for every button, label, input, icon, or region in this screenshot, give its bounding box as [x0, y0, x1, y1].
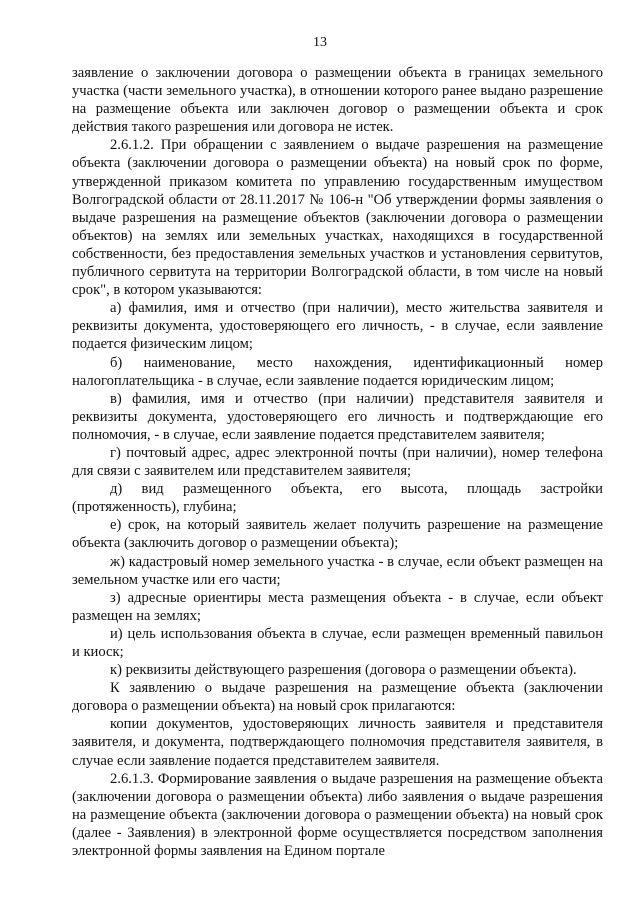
paragraph-continuation: заявление о заключении договора о размещении объекта в границах земельного участка (части земельного участка), в отношении которого ранее выдано разрешение на размещение объекта или заключен договор о размещении объекта и срок действия такого разрешения или договора не истек. [72, 65, 603, 136]
page-number: 13 [313, 35, 327, 50]
list-item-b: б) наименование, место нахождения, идентификационный номер налогоплательщика - в случае, если заявление подается юридическим лицом; [72, 354, 603, 389]
attachments-item: копии документов, удостоверяющих личность заявителя и представителя заявителя, и документа, подтверждающего полномочия представителя заявителя, в случае если заявление подается представителем заявителя. [72, 716, 603, 769]
document-body [72, 64, 603, 860]
list-item-i: и) цель использования объекта в случае, если размещен временный павильон и киоск; [72, 625, 603, 660]
attachments-intro: К заявлению о выдаче разрешения на размещение объекта (заключении договора о размещении объекта) на новый срок прилагаются: [72, 680, 603, 715]
list-item-zh: ж) кадастровый номер земельного участка - в случае, если объект размещен на земельном участке или его части; [72, 553, 603, 588]
list-item-a: а) фамилия, имя и отчество (при наличии), место жительства заявителя и реквизиты документа, удостоверяющего его личность, - в случае, если заявление подается физическим лицом; [72, 300, 603, 353]
paragraph-2-6-1-3: 2.6.1.3. Формирование заявления о выдаче разрешения на размещение объекта (заключении договора о размещении объекта) либо заявления о выдаче разрешения на размещение объекта (заключении договора о размещении объекта) на новый срок (далее - Заявления) в электронной форме осуществляется посредством заполнения электронной формы заявления на Едином портале [72, 770, 603, 860]
list-item-d: д) вид размещенного объекта, его высота, площадь застройки (протяженность), глубина; [72, 481, 603, 516]
list-item-v: в) фамилия, имя и отчество (при наличии) представителя заявителя и реквизиты документа, удостоверяющего его личность и подтверждающие его полномочия, - в случае, если заявление подается представителем заявителя; [72, 390, 603, 443]
list-item-g: г) почтовый адрес, адрес электронной почты (при наличии), номер телефона для связи с заявителем или представителем заявителя; [72, 444, 603, 480]
list-item-e: е) срок, на который заявитель желает получить разрешение на размещение объекта (заключить договор о размещении объекта); [72, 517, 603, 552]
list-item-z: з) адресные ориентиры места размещения объекта - в случае, если объект размещен на землях; [72, 589, 603, 624]
paragraph-2-6-1-2: 2.6.1.2. При обращении с заявлением о выдаче разрешения на размещение объекта (заключении договора о размещении объекта) на новый срок по форме, утвержденной приказом комитета по управлению государственным имуществом Волгоградской области от 28.11.2017 № 106-н "Об утверждении формы заявления о выдаче разрешения на размещение объектов (заключении договора о размещении объектов) на землях или земельных участках, находящихся в государственной собственности, без предоставления земельных участков и установления сервитутов, публичного сервитута на территории Волгоградской области, в том числе на новый срок", в котором указываются: [72, 137, 603, 299]
list-item-k: к) реквизиты действующего разрешения (договора о размещении объекта). [110, 662, 577, 679]
